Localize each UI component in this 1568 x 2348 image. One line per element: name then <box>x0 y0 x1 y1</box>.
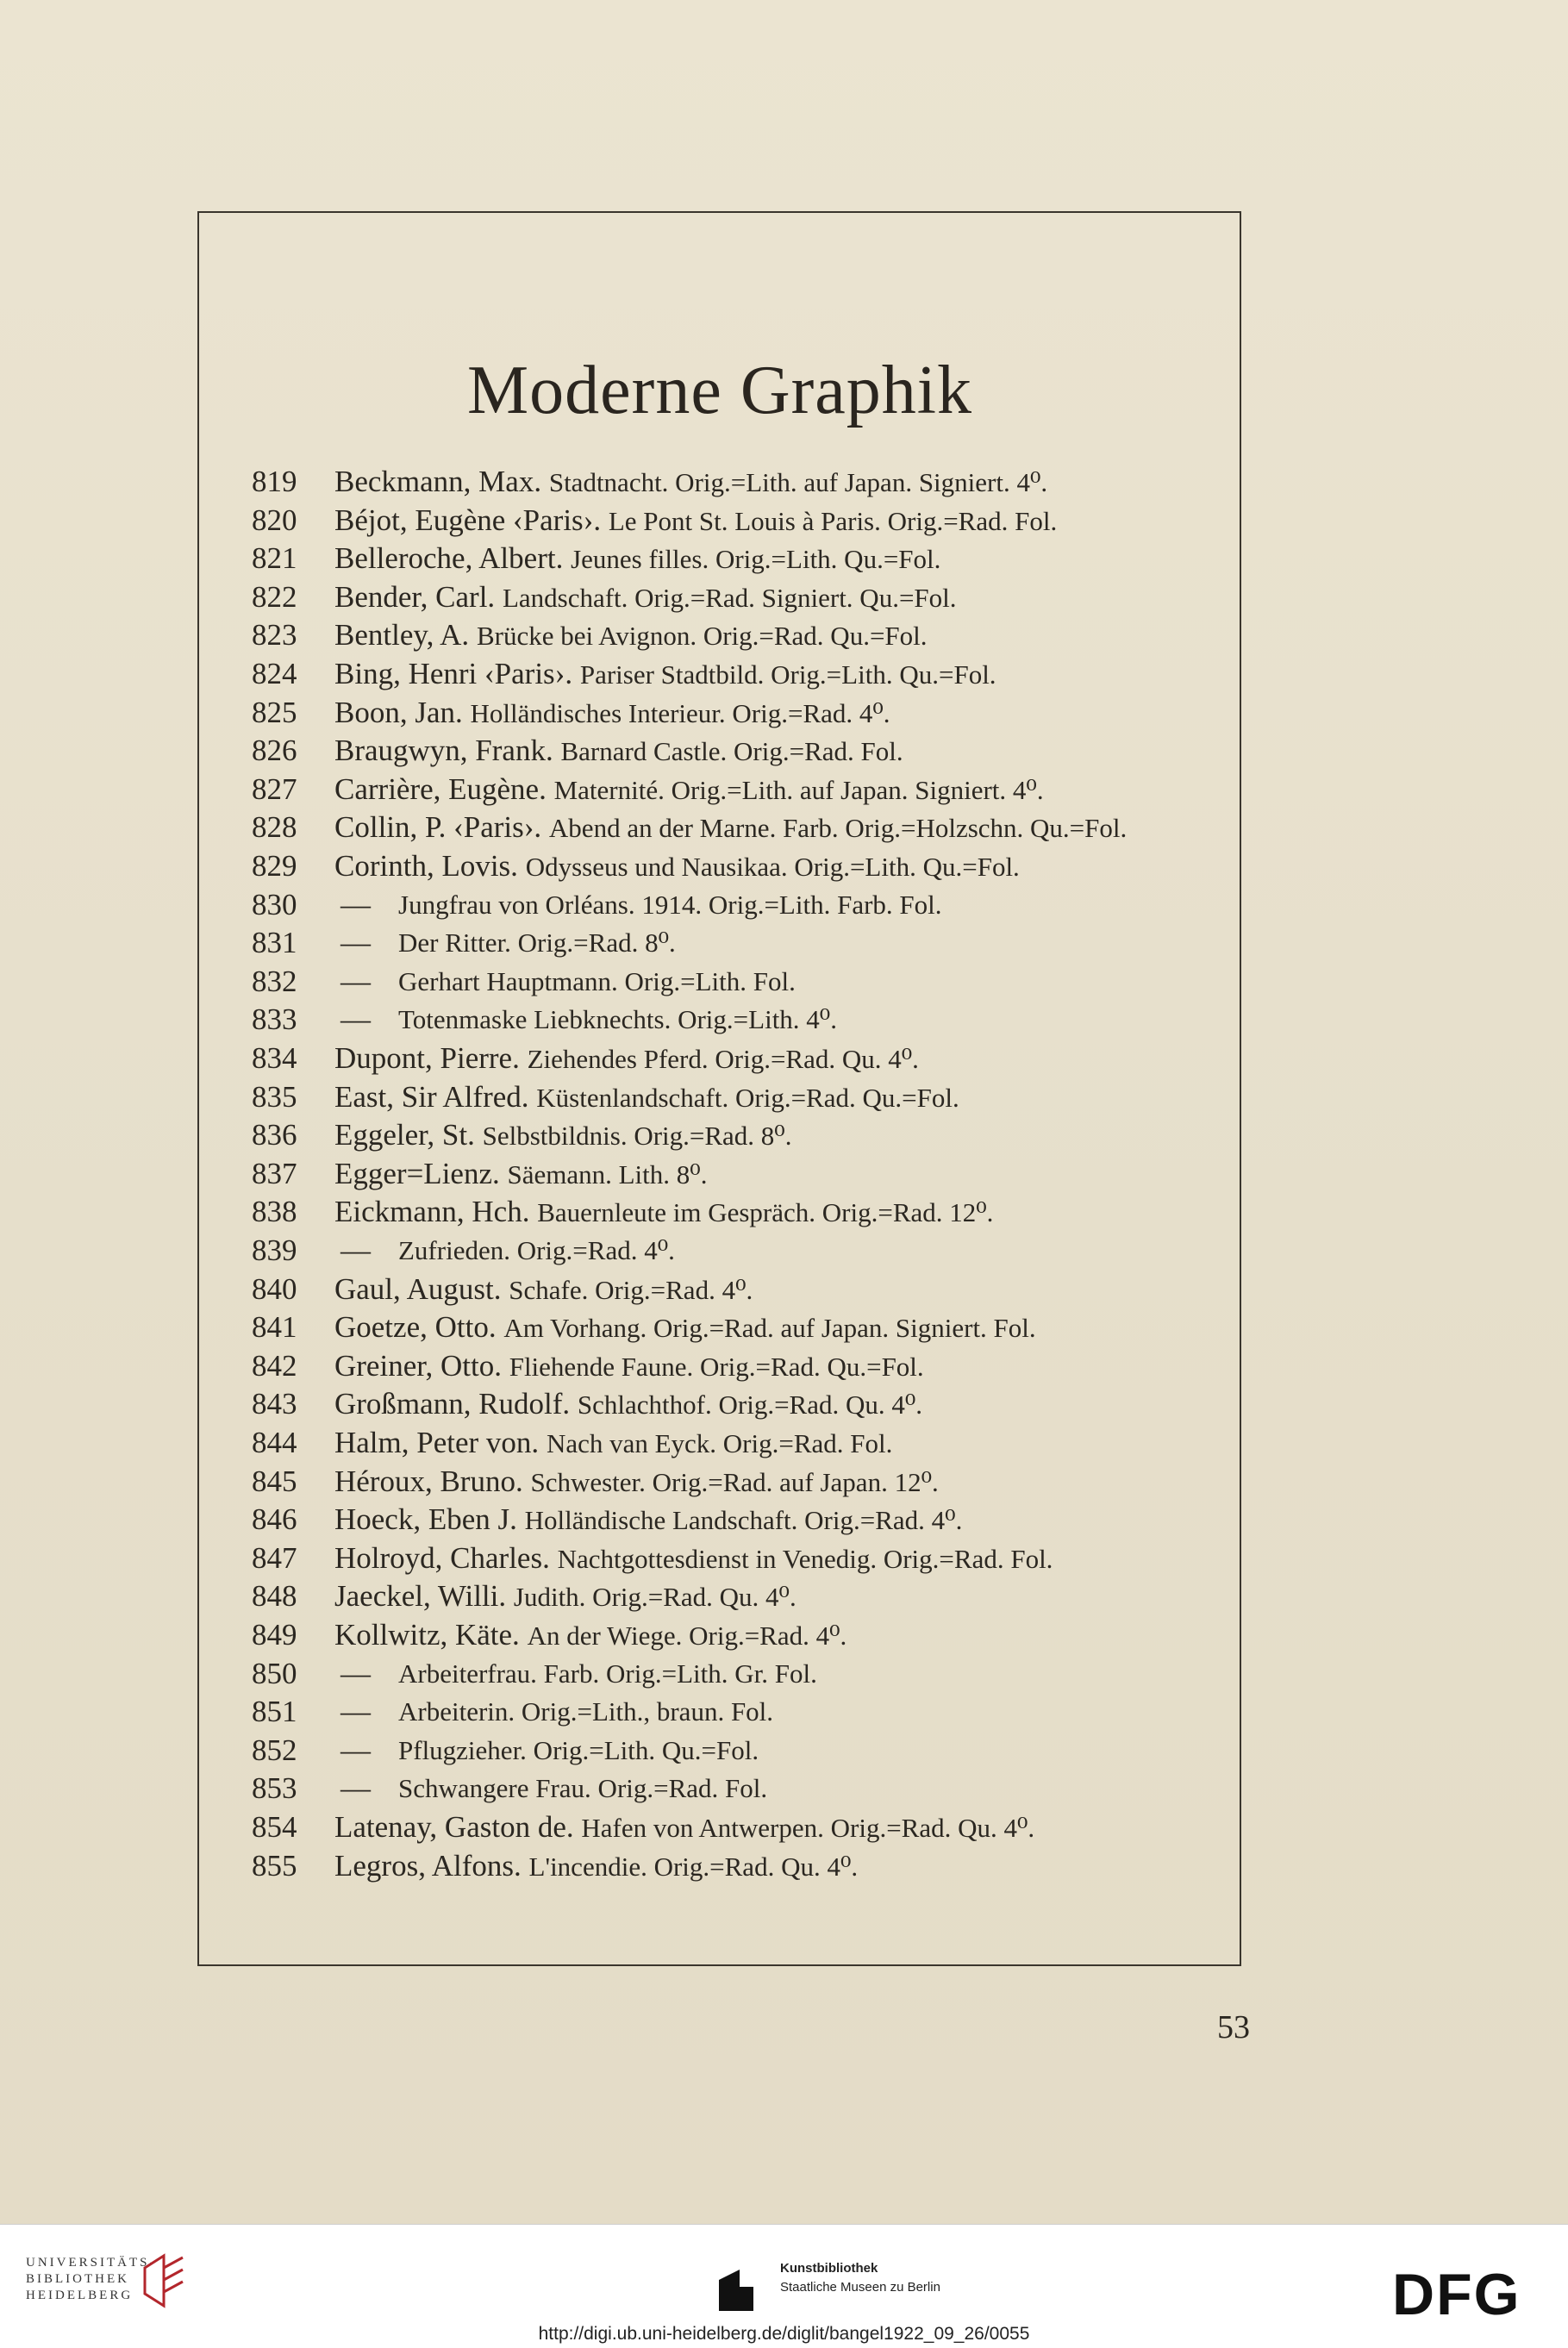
entry-artist: Corinth, Lovis. <box>334 849 518 883</box>
entry-artist: Belleroche, Albert. <box>334 541 564 576</box>
ub-mark-icon <box>138 2251 190 2311</box>
entry-number: 854 <box>252 1810 297 1844</box>
entry-body <box>334 1040 919 1078</box>
entry-description: Holländische Landschaft. Orig.=Rad. 4⁰. <box>524 1505 963 1536</box>
entry-artist: East, Sir Alfred. <box>334 1079 529 1114</box>
page-number: 53 <box>1217 2009 1250 2045</box>
entry-description: Küstenlandschaft. Orig.=Rad. Qu.=Fol. <box>536 1082 959 1113</box>
entry-number: 840 <box>252 1271 297 1306</box>
entry-body <box>334 1501 962 1539</box>
entry-description: L'incendie. Orig.=Rad. Qu. 4⁰. <box>528 1851 859 1882</box>
entry-description: Zufrieden. Orig.=Rad. 4⁰. <box>398 1235 675 1265</box>
dfg-logo[interactable]: DFG <box>1392 2262 1521 2327</box>
entry-number: 847 <box>252 1540 297 1575</box>
entry-number: 819 <box>252 465 297 498</box>
entry-artist: Beckmann, Max. <box>334 465 542 498</box>
entry-description: Hafen von Antwerpen. Orig.=Rad. Qu. 4⁰. <box>581 1813 1035 1843</box>
entry-number: 848 <box>252 1579 297 1614</box>
entry-number: 828 <box>252 810 297 845</box>
entry-number: 845 <box>252 1464 297 1498</box>
kb-subtitle: Staatliche Museen zu Berlin <box>780 2280 940 2295</box>
entry-body <box>334 1347 924 1386</box>
entry-description: Nachtgottesdienst in Venedig. Orig.=Rad. Fol. <box>557 1543 1053 1574</box>
entry-description: Totenmaske Liebknechts. Orig.=Lith. 4⁰. <box>398 1004 837 1035</box>
entry-body <box>334 1308 1036 1347</box>
ditto-dash: — <box>340 964 371 998</box>
entry-artist: Boon, Jan. <box>334 695 463 729</box>
entry-body <box>334 694 890 733</box>
ub-logo-line: BIBLIOTHEK <box>26 2272 129 2286</box>
entry-number: 837 <box>252 1156 297 1190</box>
entry-artist: Bing, Henri ‹Paris›. <box>334 657 573 690</box>
entry-artist: Carrière, Eugène. <box>334 771 547 806</box>
entry-artist: Greiner, Otto. <box>334 1348 502 1383</box>
entry-artist: Legros, Alfons. <box>334 1848 522 1883</box>
entry-number: 853 <box>252 1771 297 1806</box>
entry-description: Odysseus und Nausikaa. Orig.=Lith. Qu.=Fol. <box>525 852 1020 882</box>
entry-body <box>334 1616 846 1655</box>
entry-description: Jeunes filles. Orig.=Lith. Qu.=Fol. <box>571 544 941 575</box>
kunstbibliothek-label[interactable] <box>780 2259 940 2297</box>
entry-artist: Béjot, Eugène ‹Paris›. <box>334 503 602 537</box>
ub-logo-line: HEIDELBERG <box>26 2289 134 2302</box>
entry-body <box>334 578 957 617</box>
permalink-url[interactable]: http://digi.ub.uni-heidelberg.de/diglit/bangel1922_09_26/0055 <box>538 2324 1030 2344</box>
entry-number: 849 <box>252 1618 297 1652</box>
entry-number: 844 <box>252 1426 297 1459</box>
entry-body <box>334 1539 1053 1578</box>
entry-description: Landschaft. Orig.=Rad. Signiert. Qu.=Fol. <box>502 582 957 613</box>
entry-description: Fliehende Faune. Orig.=Rad. Qu.=Fol. <box>509 1351 924 1382</box>
entry-body <box>334 809 1127 847</box>
entry-body <box>334 463 1047 502</box>
entry-description: Le Pont St. Louis à Paris. Orig.=Rad. Fol. <box>608 505 1058 536</box>
entry-description: Holländisches Interieur. Orig.=Rad. 4⁰. <box>470 697 890 728</box>
entry-number: 834 <box>252 1041 297 1075</box>
entry-body <box>334 616 928 655</box>
entry-number: 831 <box>252 926 297 960</box>
entry-number: 821 <box>252 541 297 576</box>
entry-body <box>334 655 996 694</box>
kunstbibliothek-icon <box>717 2268 755 2313</box>
entry-number: 846 <box>252 1502 297 1537</box>
entry-description: Schafe. Orig.=Rad. 4⁰. <box>509 1274 753 1305</box>
entry-body <box>334 502 1057 540</box>
ditto-dash: — <box>340 1771 371 1806</box>
entry-number: 852 <box>252 1733 297 1767</box>
entry-body <box>334 1463 939 1502</box>
entry-body <box>334 771 1044 809</box>
entry-artist: Großmann, Rudolf. <box>334 1387 571 1421</box>
entry-description: Maternité. Orig.=Lith. auf Japan. Signiert. 4⁰. <box>553 774 1044 805</box>
entry-number: 851 <box>252 1695 297 1729</box>
kb-title: Kunstbibliothek <box>780 2261 878 2276</box>
entry-number: 843 <box>252 1387 297 1421</box>
entry-description: Säemann. Lith. 8⁰. <box>507 1158 708 1190</box>
entry-description: Jungfrau von Orléans. 1914. Orig.=Lith. Farb. Fol. <box>398 889 942 920</box>
entry-body <box>334 1271 753 1309</box>
entry-description: Stadtnacht. Orig.=Lith. auf Japan. Signiert. 4⁰. <box>548 467 1048 497</box>
entry-artist: Bender, Carl. <box>334 579 496 614</box>
entry-body <box>334 1385 922 1424</box>
entry-body <box>334 1577 796 1616</box>
entry-description: Schlachthof. Orig.=Rad. Qu. 4⁰. <box>577 1389 923 1421</box>
entry-artist: Latenay, Gaston de. <box>334 1810 574 1844</box>
entry-artist: Braugwyn, Frank. <box>334 734 553 768</box>
entry-body <box>334 1808 1034 1847</box>
entry-artist: Dupont, Pierre. <box>334 1041 520 1075</box>
entry-description: Judith. Orig.=Rad. Qu. 4⁰. <box>513 1582 796 1613</box>
entry-description: Abend an der Marne. Farb. Orig.=Holzschn. Qu.=Fol. <box>548 813 1128 844</box>
entry-artist: Eggeler, St. <box>334 1118 475 1152</box>
entry-body <box>334 1424 892 1463</box>
entry-number: 824 <box>252 657 297 690</box>
entry-description: Der Ritter. Orig.=Rad. 8⁰. <box>398 927 676 959</box>
entry-description: Nach van Eyck. Orig.=Rad. Fol. <box>546 1428 893 1458</box>
entry-artist: Bentley, A. <box>334 618 470 653</box>
entry-artist: Kollwitz, Käte. <box>334 1618 520 1652</box>
entry-artist: Gaul, August. <box>334 1271 502 1306</box>
entry-description: Arbeiterin. Orig.=Lith., braun. Fol. <box>398 1696 774 1727</box>
entry-description: Arbeiterfrau. Farb. Orig.=Lith. Gr. Fol. <box>398 1658 817 1689</box>
ditto-dash: — <box>340 1656 371 1690</box>
entry-body <box>334 847 1020 886</box>
footer-bar <box>0 2224 1568 2348</box>
entry-artist: Holroyd, Charles. <box>334 1540 550 1575</box>
entry-artist: Halm, Peter von. <box>334 1426 540 1459</box>
entry-body <box>334 1078 959 1117</box>
ditto-dash: — <box>340 887 371 921</box>
entry-description: An der Wiege. Orig.=Rad. 4⁰. <box>527 1620 847 1651</box>
entry-description: Pflugzieher. Orig.=Lith. Qu.=Fol. <box>398 1734 759 1765</box>
entry-number: 841 <box>252 1310 297 1345</box>
entry-number: 825 <box>252 695 297 729</box>
entry-number: 850 <box>252 1656 297 1690</box>
ditto-dash: — <box>340 1695 371 1729</box>
entry-number: 833 <box>252 1002 297 1037</box>
ditto-dash: — <box>340 1233 371 1267</box>
entry-number: 826 <box>252 734 297 768</box>
entry-artist: Egger=Lienz. <box>334 1156 500 1190</box>
entry-body <box>334 1847 858 1886</box>
entry-body <box>334 1116 792 1155</box>
entry-number: 836 <box>252 1118 297 1152</box>
ditto-dash: — <box>340 926 371 960</box>
entry-description: Ziehendes Pferd. Orig.=Rad. Qu. 4⁰. <box>527 1044 919 1074</box>
entry-number: 827 <box>252 771 297 806</box>
ub-logo-line: UNIVERSITÄTS- <box>26 2256 157 2270</box>
entry-description: Barnard Castle. Orig.=Rad. Fol. <box>560 736 903 767</box>
ditto-dash: — <box>340 1733 371 1767</box>
entry-description: Schwester. Orig.=Rad. auf Japan. 12⁰. <box>530 1466 939 1497</box>
entry-description: Selbstbildnis. Orig.=Rad. 8⁰. <box>482 1121 792 1152</box>
entry-number: 820 <box>252 503 297 537</box>
entry-body <box>334 1155 707 1194</box>
entry-description: Schwangere Frau. Orig.=Rad. Fol. <box>398 1773 768 1804</box>
entry-description: Am Vorhang. Orig.=Rad. auf Japan. Signiert. Fol. <box>503 1313 1036 1344</box>
entry-artist: Héroux, Bruno. <box>334 1464 523 1498</box>
entry-description: Bauernleute im Gespräch. Orig.=Rad. 12⁰. <box>537 1197 994 1228</box>
entry-number: 838 <box>252 1195 297 1229</box>
entry-artist: Collin, P. ‹Paris›. <box>334 810 542 845</box>
entry-number: 822 <box>252 579 297 614</box>
entry-artist: Eickmann, Hch. <box>334 1195 530 1229</box>
entry-number: 829 <box>252 849 297 883</box>
page-title: Moderne Graphik <box>467 353 972 428</box>
entry-artist: Hoeck, Eben J. <box>334 1502 517 1537</box>
entry-description: Pariser Stadtbild. Orig.=Lith. Qu.=Fol. <box>579 659 996 690</box>
entry-body <box>334 732 903 771</box>
entry-description: Brücke bei Avignon. Orig.=Rad. Qu.=Fol. <box>476 621 928 652</box>
entry-description: Gerhart Hauptmann. Orig.=Lith. Fol. <box>398 965 796 996</box>
entry-number: 839 <box>252 1233 297 1267</box>
entry-artist: Jaeckel, Willi. <box>334 1579 507 1614</box>
entry-number: 842 <box>252 1348 297 1383</box>
entry-body <box>334 540 940 578</box>
ub-heidelberg-logo[interactable] <box>26 2255 157 2304</box>
entry-artist: Goetze, Otto. <box>334 1310 497 1345</box>
entry-body <box>334 1193 993 1232</box>
entry-number: 832 <box>252 964 297 998</box>
entry-number: 823 <box>252 618 297 653</box>
ditto-dash: — <box>340 1002 371 1037</box>
entry-number: 855 <box>252 1848 297 1883</box>
entry-number: 835 <box>252 1079 297 1114</box>
entry-number: 830 <box>252 887 297 921</box>
